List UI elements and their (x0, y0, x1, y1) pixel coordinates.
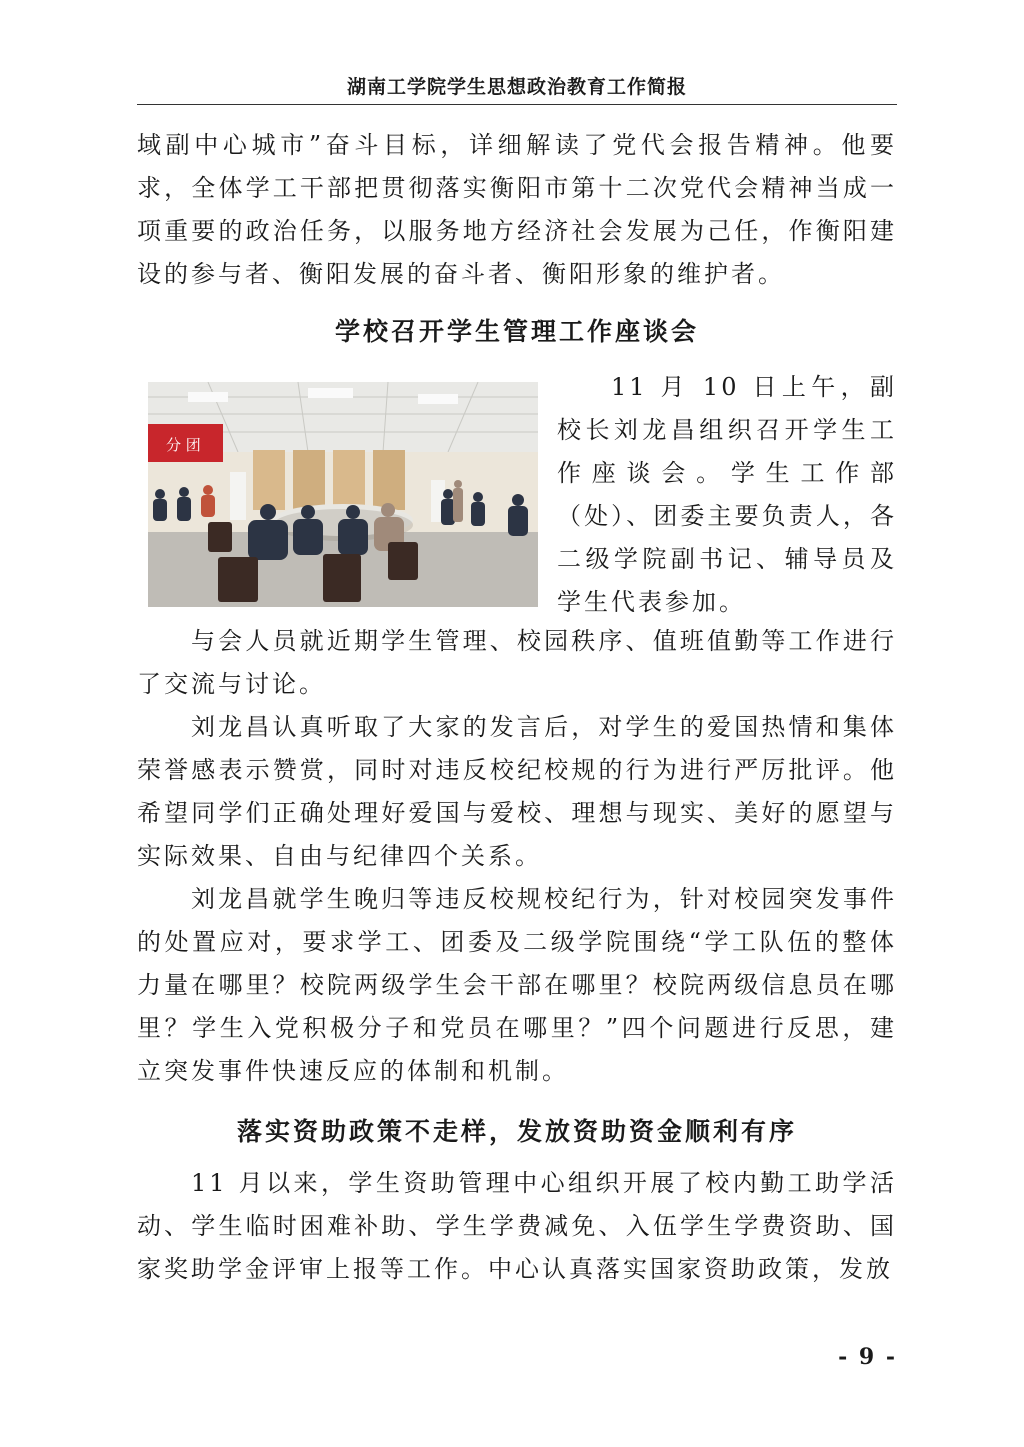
banner-text: 分 团 (166, 436, 201, 454)
section1-paragraph-3: 刘龙昌就学生晚归等违反校规校纪行为，针对校园突发事件的处置应对，要求学工、团委及二级学院围绕“学工队伍的整体力量在哪里？校院两级学生会干部在哪里？校院两级信息员在哪里？学生入党积极分子和党员在哪里？”四个问题进行反思，建立突发事件快速反应的体制和机制。 (137, 885, 897, 1085)
page-header (137, 70, 897, 105)
page-number: - 9 - (838, 1344, 897, 1370)
section1-title: 学校召开学生管理工作座谈会 (334, 317, 699, 346)
section1-paragraph-1: 与会人员就近期学生管理、校园秩序、值班值勤等工作进行了交流与讨论。 (137, 627, 897, 698)
section2-title: 落实资助政策不走样，发放资助资金顺利有序 (236, 1117, 797, 1146)
meeting-photo (148, 382, 538, 607)
header-title: 湖南工学院学生思想政治教育工作简报 (346, 76, 687, 98)
section1-paragraph-2: 刘龙昌认真听取了大家的发言后，对学生的爱国热情和集体荣誉感表示赞赏，同时对违反校纪校规的行为进行严厉批评。他希望同学们正确处理好爱国与爱校、理想与现实、美好的愿望与实际效果、自由与纪律四个关系。 (137, 713, 897, 870)
section1-side-paragraph: 11 月 10 日上午，副校长刘龙昌组织召开学生工作座谈会。学生工作部（处）、团委主要负责人，各二级学院副书记、辅导员及学生代表参加。 (557, 373, 897, 616)
section2-paragraph: 11 月以来，学生资助管理中心组织开展了校内勤工助学活动、学生临时困难补助、学生学费减免、入伍学生学费资助、国家奖助学金评审上报等工作。中心认真落实国家资助政策，发放 (137, 1169, 897, 1283)
intro-paragraph: 域副中心城市”奋斗目标，详细解读了党代会报告精神。他要求，全体学工干部把贯彻落实衡阳市第十二次党代会精神当成一项重要的政治任务，以服务地方经济社会发展为己任，作衡阳建设的参与者、衡阳发展的奋斗者、衡阳形象的维护者。 (137, 131, 897, 288)
